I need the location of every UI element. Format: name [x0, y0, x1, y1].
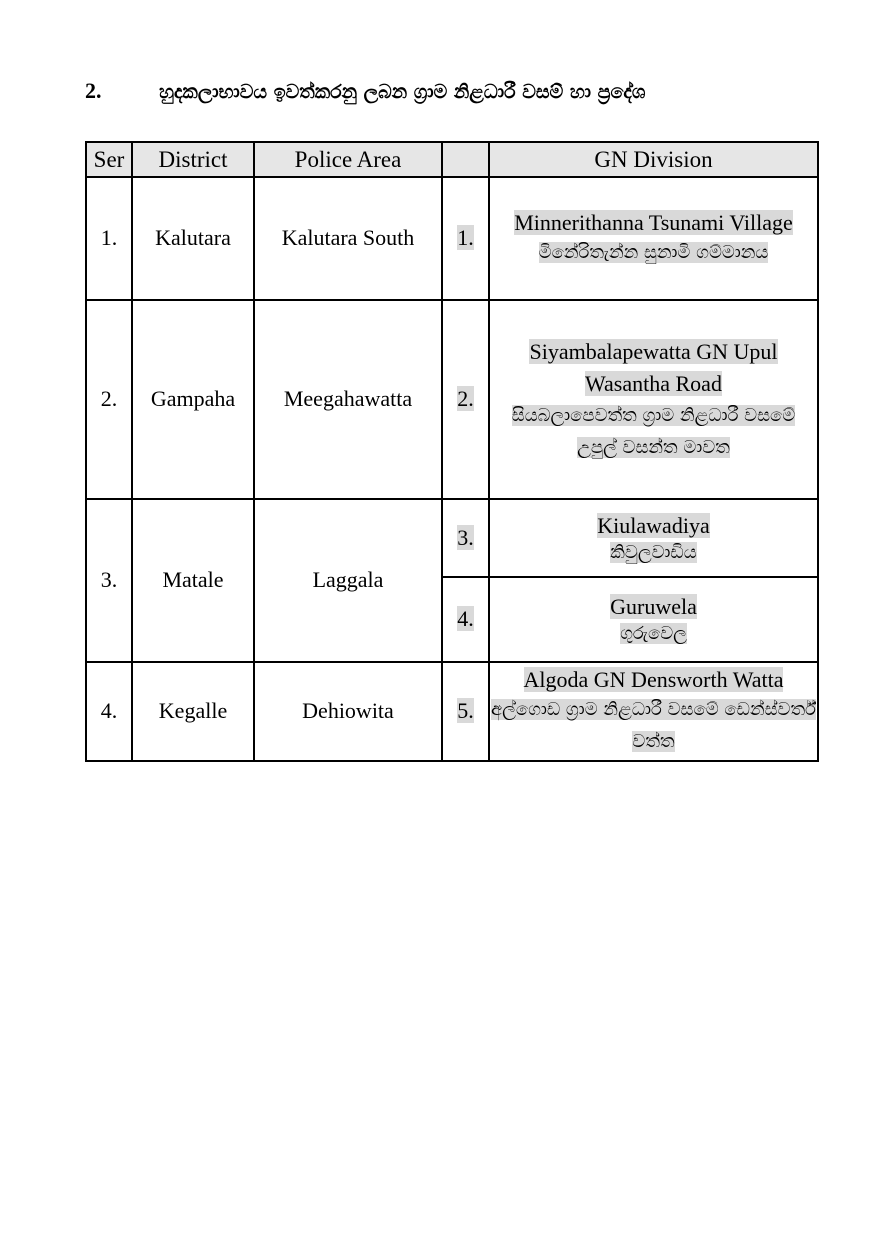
gn-division-cell [489, 177, 818, 300]
table-row [86, 662, 818, 761]
gn-division-sinhala: සියබලාපෙවත්ත ග්‍රාම නිළධාරී වසමේ උපුල් වසන්ත මාවත [511, 404, 796, 458]
division-number: 4. [457, 606, 474, 632]
ser-cell: 2. [86, 300, 132, 499]
ser-cell: 4. [86, 662, 132, 761]
division-number-cell [442, 577, 489, 662]
header-ser: Ser [86, 142, 132, 177]
division-number-cell [442, 499, 489, 577]
ser-cell: 1. [86, 177, 132, 300]
district-cell: Gampaha [132, 300, 254, 499]
header-gn-division: GN Division [489, 142, 818, 177]
gn-division-english: Algoda GN Densworth Watta [523, 667, 784, 692]
gn-division-english: Siyambalapewatta GN Upul Wasantha Road [529, 338, 778, 396]
division-number: 5. [457, 698, 474, 724]
gn-division-cell [489, 662, 818, 761]
gn-division-sinhala: මිනේරිතැන්න සුනාමි ගම්මානය [538, 242, 769, 263]
division-number: 1. [457, 225, 474, 251]
gn-division-english: Guruwela [610, 594, 697, 619]
division-number-cell [442, 300, 489, 499]
gn-division-cell [489, 300, 818, 499]
gn-division-sinhala: අල්ගොඩ ග්‍රාම නිළධාරී වසමේ ඩෙන්ස්වර්ත් වත්ත [491, 699, 816, 752]
section-heading [85, 78, 645, 104]
table-row [86, 300, 818, 499]
gn-division-sinhala: ගුරුවෙල [620, 623, 687, 644]
police-area-cell: Kalutara South [254, 177, 442, 300]
police-area-cell: Meegahawatta [254, 300, 442, 499]
header-district: District [132, 142, 254, 177]
division-number-cell [442, 177, 489, 300]
ser-cell: 3. [86, 499, 132, 662]
section-title: හුදකලාභාවය ඉවත්කරනු ලබන ග්‍රාම නිළධාරී වසම් හා ප්‍රදේශ [159, 81, 646, 103]
gn-division-english: Kiulawadiya [597, 512, 710, 538]
police-area-cell: Laggala [254, 499, 442, 662]
police-area-cell: Dehiowita [254, 662, 442, 761]
section-number: 2. [85, 78, 102, 103]
table-row [86, 499, 818, 577]
gn-division-english: Minnerithanna Tsunami Village [514, 210, 793, 235]
division-number: 3. [457, 524, 474, 550]
gn-division-sinhala: කිවුලවාඩිය [610, 541, 697, 563]
header-police-area: Police Area [254, 142, 442, 177]
gn-division-table [85, 141, 819, 762]
district-cell: Kegalle [132, 662, 254, 761]
header-blank [442, 142, 489, 177]
gn-division-cell [489, 499, 818, 577]
district-cell: Kalutara [132, 177, 254, 300]
division-number-cell [442, 662, 489, 761]
district-cell: Matale [132, 499, 254, 662]
gn-division-cell [489, 577, 818, 662]
table-row [86, 177, 818, 300]
table-header-row [86, 142, 818, 177]
division-number: 2. [457, 386, 474, 412]
